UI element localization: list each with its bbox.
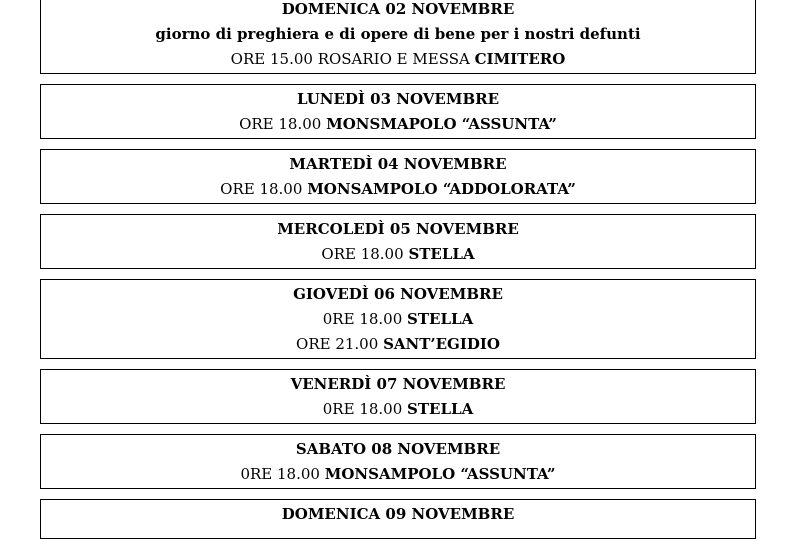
time-text: ORE 18.00 [321,245,404,263]
time-text: ORE 18.00 [239,115,322,133]
day-title: LUNEDÌ 03 NOVEMBRE [296,90,500,108]
day-box-5 [40,369,756,424]
day-box-1 [40,84,756,139]
day-title: GIOVEDÌ 06 NOVEMBRE [293,285,503,303]
place-text: STELLA [407,400,474,418]
time-text: ORE 15.00 ROSARIO E MESSA [230,50,470,68]
time-text: 0RE 18.00 [240,465,320,483]
time-text: 0RE 18.00 [322,310,403,328]
time-line [41,177,755,202]
place-text: MONSAMPOLO “ADDOLORATA” [307,180,576,198]
time-line [41,307,755,332]
day-box-7 [40,499,756,539]
day-box-0 [40,0,756,74]
day-title: MERCOLEDÌ 05 NOVEMBRE [277,220,519,238]
day-title: VENERDÌ 07 NOVEMBRE [290,375,506,393]
day-title: MARTEDÌ 04 NOVEMBRE [289,155,507,173]
time-line [41,332,755,357]
day-box-3 [40,214,756,269]
day-box-4 [40,279,756,359]
place-text: MONSAMPOLO “ASSUNTA” [324,465,556,483]
time-line [41,242,755,267]
place-text: SANT’EGIDIO [383,335,500,353]
day-box-2 [40,149,756,204]
day-title: SABATO 08 NOVEMBRE [295,440,501,458]
day-subtitle: giorno di preghiera e di opere di bene per i nostri defunti [155,25,641,43]
time-line [41,397,755,422]
time-text: ORE 18.00 [220,180,303,198]
place-text: MONSMAPOLO “ASSUNTA” [326,115,557,133]
day-title: DOMENICA 02 NOVEMBRE [281,0,515,18]
place-text: STELLA [408,245,475,263]
time-line [41,47,755,72]
time-line [41,462,755,487]
time-text: 0RE 18.00 [322,400,403,418]
time-line [41,112,755,137]
time-text: ORE 21.00 [296,335,379,353]
place-text: STELLA [407,310,474,328]
day-box-6 [40,434,756,489]
place-text: CIMITERO [474,50,566,68]
day-title: DOMENICA 09 NOVEMBRE [281,505,515,523]
